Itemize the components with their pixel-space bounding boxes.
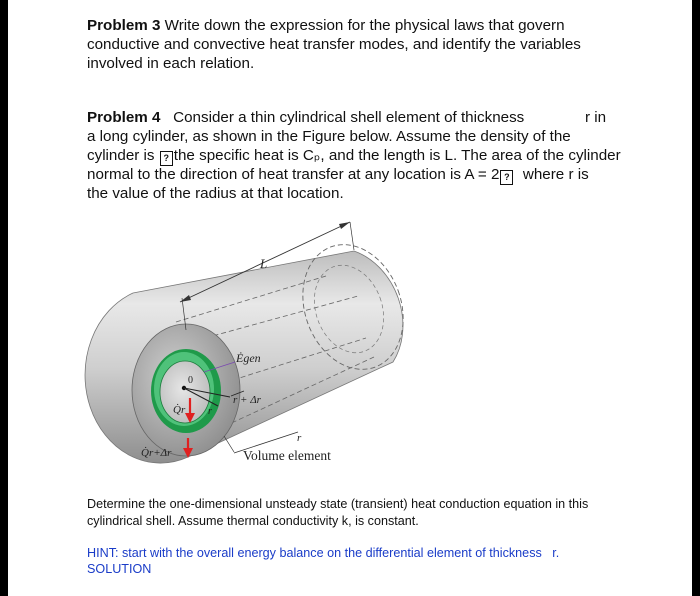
problem3-line2: conductive and convective heat transfer modes, and identify the variables [87,36,581,53]
missing-symbol-icon: ? [160,151,173,166]
hint-tail: r. [552,546,560,560]
problem4-line5: the value of the radius at that location. [87,185,344,202]
document-page [8,0,692,596]
hint-text: HINT: start with the overall energy balance on the differential element of thickness [87,546,542,560]
qr-label: Q̇r [173,404,186,416]
problem4-text4a: normal to the direction of heat transfer at any location is A = 2 [87,166,500,183]
r-axis-label: r [297,432,302,444]
egen-label: Ėgen [236,351,261,365]
problem4-label: Problem 4 [87,109,161,126]
problem3-text1: Write down the expression for the physical laws that govern [164,17,565,34]
r-label: r [208,406,212,417]
zero-label: 0 [188,375,193,386]
hint-line2: SOLUTION [87,562,152,576]
hint-line1 [87,545,559,562]
volume-element-label: Volume element [243,448,331,463]
qrdr-label: Q̇r+Δr [141,447,172,459]
problem4-text3a: cylinder is [87,147,155,164]
problem4-line1-tail: r in [585,109,607,126]
missing-symbol-icon-2: ? [500,170,513,185]
task-line1: Determine the one-dimensional unsteady state (transient) heat conduction equation in this [87,497,589,511]
problem3-label: Problem 3 [87,17,161,34]
task-line2: cylindrical shell. Assume thermal conductivity k, is constant. [87,514,419,528]
problem4-text3b: the specific heat is Cₚ, and the length is L. The area of the cylinder [173,147,621,164]
rdr-label: r + Δr [233,394,261,406]
problem4-line2: a long cylinder, as shown in the Figure below. Assume the density of the [87,128,571,145]
problem4-text4b: where r is [522,166,589,183]
length-label: L [260,256,268,271]
problem3-line3: involved in each relation. [87,55,255,72]
problem4-text1: Consider a thin cylindrical shell element of thickness [173,109,525,126]
